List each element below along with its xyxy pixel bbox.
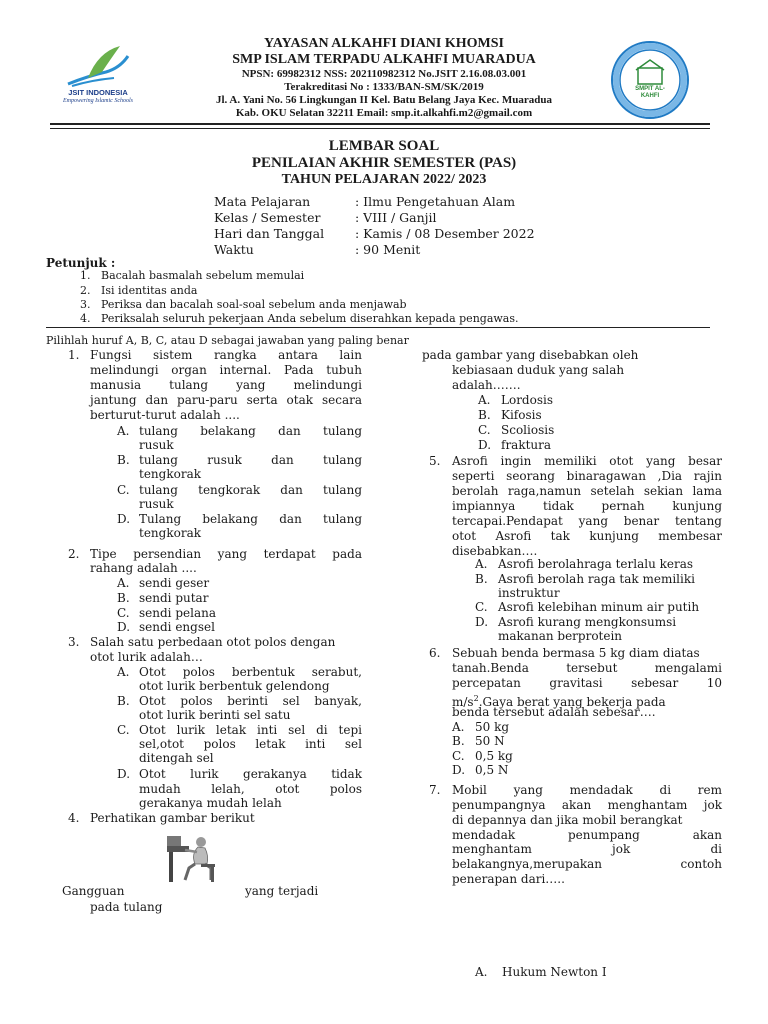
q1-option-key: D. xyxy=(117,512,131,526)
q7-option-a: Hukum Newton I xyxy=(502,965,607,979)
q4-option-c: Scoliosis xyxy=(501,423,555,437)
q6-line: $m/s^2.Gaya$ berat yang bekerja pada xyxy=(452,694,666,709)
q4-option-key: C. xyxy=(478,423,491,437)
logo-tagline: Empowering Islamic Schools xyxy=(63,98,133,104)
q6-option-key: A. xyxy=(452,720,465,734)
q1-line: berturut-turut adalah .... xyxy=(90,408,240,422)
accreditation: Terakreditasi No : 1333/BAN-SM/SK/2019 xyxy=(284,81,484,93)
q1-line: jantung dan paru-paru serta otak secara xyxy=(90,393,362,407)
q6-option-c: 0,5 kg xyxy=(475,749,513,763)
q5-line: impiannya tidak pernah kunjung xyxy=(452,499,722,513)
q2-option-key: C. xyxy=(117,606,130,620)
exam-title: PENILAIAN AKHIR SEMESTER (PAS) xyxy=(251,155,517,171)
q6-option-b: 50 N xyxy=(475,734,505,748)
q5-line: tercapai.Pendapat yang benar tentang xyxy=(452,514,722,528)
instruction-num: 4. xyxy=(80,312,91,325)
q7-line: Mobil yang mendadak di rem xyxy=(452,783,722,797)
q5-option-c: Asrofi kelebihan minum air putih xyxy=(498,600,700,614)
q3-line: otot lurik adalah… xyxy=(90,650,203,664)
q5-option-key: D. xyxy=(475,615,489,629)
q5-line: seperti seorang binaragawan ,Dia rajin xyxy=(452,469,722,483)
q6-option-key: B. xyxy=(452,734,465,748)
q2-option-key: B. xyxy=(117,591,130,605)
instruction-text: Isi identitas anda xyxy=(101,284,198,297)
q3-option-c: Otot lurik letak inti sel di tepi xyxy=(139,723,362,737)
q5-option-b-cont: instruktur xyxy=(498,586,560,600)
instruction-num: 2. xyxy=(80,284,91,297)
q5-number: 5. xyxy=(429,454,441,468)
q4-option-b: Kifosis xyxy=(501,408,542,422)
q7-line: menghantam jok di xyxy=(452,842,722,856)
q1-option-a-cont: rusuk xyxy=(139,438,174,452)
q6-line: Sebuah benda bermasa 5 kg diam diatas xyxy=(452,646,700,660)
q3-option-a-cont: otot lurik berbentuk gelendong xyxy=(139,679,330,693)
q6-line: tanah.Benda tersebut mengalami xyxy=(452,661,722,675)
q4-continued: pada gambar yang disebabkan oleh xyxy=(422,348,639,362)
instruction-text: Periksa dan bacalah soal-soal sebelum anda menjawab xyxy=(101,298,407,311)
sitting-person-icon xyxy=(165,834,227,884)
sheet-title: LEMBAR SOAL xyxy=(328,138,440,154)
answer-instruction: Pilihlah huruf A, B, C, atau D sebagai jawaban yang paling benar xyxy=(46,334,409,347)
q7-line: mendadak penumpang akan xyxy=(452,828,722,842)
q2-option-c: sendi pelana xyxy=(139,606,216,620)
q3-option-d-cont: mudah lelah, otot polos xyxy=(139,782,362,796)
instruction-text: Bacalah basmalah sebelum memulai xyxy=(101,269,305,282)
q4-option-a: Lordosis xyxy=(501,393,553,407)
instructions-heading: Petunjuk : xyxy=(46,256,116,270)
q1-option-b: tulang rusuk dan tulang xyxy=(139,453,362,467)
q5-option-d-cont: makanan berprotein xyxy=(498,629,623,643)
q2-line: Tipe persendian yang terdapat pada xyxy=(90,547,362,561)
q6-line: percepatan gravitasi sebesar 10 xyxy=(452,676,722,690)
q1-option-a: tulang belakang dan tulang xyxy=(139,424,362,438)
logo-text: JSIT INDONESIA xyxy=(68,88,128,97)
q6-option-key: C. xyxy=(452,749,465,763)
header-divider xyxy=(50,123,710,129)
q5-option-key: C. xyxy=(475,600,488,614)
q3-option-key: D. xyxy=(117,767,131,781)
q3-option-d-cont: gerakanya mudah lelah xyxy=(139,796,282,810)
q1-option-d: Tulang belakang dan tulang xyxy=(139,512,362,526)
q1-option-key: A. xyxy=(117,424,130,438)
q4-option-key: B. xyxy=(478,408,491,422)
q3-number: 3. xyxy=(68,635,80,649)
info-value-subject: : Ilmu Pengetahuan Alam xyxy=(355,194,516,209)
q1-option-c: tulang tengkorak dan tulang xyxy=(139,483,362,497)
q3-option-c-cont: sel,otot polos letak inti sel xyxy=(139,737,362,751)
q5-option-a: Asrofi berolahraga terlalu keras xyxy=(498,557,694,571)
q1-line: melindungi organ internal. Pada tubuh xyxy=(90,363,362,377)
address-line-2: Kab. OKU Selatan 32211 Email: smp.it.alkahfi.m2@gmail.com xyxy=(235,107,533,119)
q6-option-key: D. xyxy=(452,763,466,777)
q3-option-key: C. xyxy=(117,723,130,737)
info-value-class: : VIII / Ganjil xyxy=(355,210,437,225)
q4-caption: pada tulang xyxy=(90,900,163,914)
q5-line: otot Asrofi tak kunjung membesar xyxy=(452,529,722,543)
q2-option-a: sendi geser xyxy=(139,576,210,590)
instruction-num: 1. xyxy=(80,269,91,282)
q4-option-d: fraktura xyxy=(501,438,552,452)
q6-number: 6. xyxy=(429,646,441,660)
q7-line: penerapan dari….. xyxy=(452,872,565,886)
q7-line: penumpangnya akan menghantam jok xyxy=(452,798,722,812)
q1-option-d-cont: tengkorak xyxy=(139,526,201,540)
q6-option-a: 50 kg xyxy=(475,720,510,734)
address-line-1: Jl. A. Yani No. 56 Lingkungan II Kel. Batu Belang Jaya Kec. Muaradua xyxy=(215,94,553,106)
q5-option-d: Asrofi kurang mengkonsumsi xyxy=(498,615,677,629)
q7-line: di depannya dan jika mobil berangkat xyxy=(452,813,683,827)
q7-number: 7. xyxy=(429,783,441,797)
q3-option-d: Otot lurik gerakanya tidak xyxy=(139,767,362,781)
q5-option-key: A. xyxy=(475,557,488,571)
q1-number: 1. xyxy=(68,348,80,362)
info-label-time: Waktu xyxy=(214,242,254,257)
q5-option-b: Asrofi berolah raga tak memiliki xyxy=(498,572,695,586)
info-label-subject: Mata Pelajaran xyxy=(214,194,311,209)
q2-option-b: sendi putar xyxy=(139,591,209,605)
q3-line: Salah satu perbedaan otot polos dengan xyxy=(90,635,336,649)
info-label-class: Kelas / Semester xyxy=(214,210,321,225)
q1-option-c-cont: rusuk xyxy=(139,497,174,511)
q4-option-key: A. xyxy=(478,393,491,407)
q4-continued: adalah……. xyxy=(452,378,521,392)
q4-number: 4. xyxy=(68,811,80,825)
q7-line: belakangnya,merupakan contoh xyxy=(452,857,722,871)
q2-number: 2. xyxy=(68,547,80,561)
q2-line: rahang adalah .... xyxy=(90,561,197,575)
q2-option-key: A. xyxy=(117,576,130,590)
q3-option-key: B. xyxy=(117,694,130,708)
foundation-name: YAYASAN ALKAHFI DIANI KHOMSI xyxy=(263,36,504,51)
school-ids: NPSN: 69982312 NSS: 202110982312 No.JSIT 2.16.08.03.001 xyxy=(241,68,527,80)
q7-option-key: A. xyxy=(475,965,488,979)
q5-line: Asrofi ingin memiliki otot yang besar xyxy=(452,454,722,468)
q1-line: manusia tulang yang melindungi xyxy=(90,378,362,392)
instruction-num: 3. xyxy=(80,298,91,311)
q4-line: Perhatikan gambar berikut xyxy=(90,811,255,825)
q4-option-key: D. xyxy=(478,438,492,452)
q2-option-key: D. xyxy=(117,620,131,634)
q5-option-key: B. xyxy=(475,572,488,586)
q6-line: benda tersebut adalah sebesar…. xyxy=(452,705,656,719)
school-name: SMP ISLAM TERPADU ALKAHFI MUARADUA xyxy=(232,52,536,67)
info-value-time: : 90 Menit xyxy=(355,242,421,257)
info-value-date: : Kamis / 08 Desember 2022 xyxy=(355,226,535,241)
section-divider xyxy=(46,327,710,328)
q3-option-key: A. xyxy=(117,665,130,679)
q5-line: berolah raga,namun setelah sekian lama xyxy=(452,484,722,498)
q2-option-d: sendi engsel xyxy=(139,620,215,634)
q4-caption: Gangguan xyxy=(62,884,125,898)
q6-option-d: 0,5 N xyxy=(475,763,509,777)
q4-caption: yang terjadi xyxy=(245,884,319,898)
info-label-date: Hari dan Tanggal xyxy=(214,226,325,241)
q1-option-key: C. xyxy=(117,483,130,497)
q5-line: disebabkan…. xyxy=(452,544,538,558)
q1-option-key: B. xyxy=(117,453,130,467)
q1-line: Fungsi sistem rangka antara lain xyxy=(90,348,362,362)
sitting-posture-image xyxy=(165,834,227,884)
instruction-text: Periksalah seluruh pekerjaan Anda sebelum diserahkan kepada pengawas. xyxy=(101,312,519,325)
q4-continued: kebiasaan duduk yang salah xyxy=(452,363,625,377)
q3-option-c-cont: ditengah sel xyxy=(139,751,214,765)
academic-year: TAHUN PELAJARAN 2022/ 2023 xyxy=(281,172,487,187)
q3-option-b-cont: otot lurik berinti sel satu xyxy=(139,708,291,722)
q3-option-b: Otot polos berinti sel banyak, xyxy=(139,694,362,708)
q1-option-b-cont: tengkorak xyxy=(139,467,201,481)
q3-option-a: Otot polos berbentuk serabut, xyxy=(139,665,362,679)
seal-text: SMPIT AL-KAHFI xyxy=(635,86,665,99)
